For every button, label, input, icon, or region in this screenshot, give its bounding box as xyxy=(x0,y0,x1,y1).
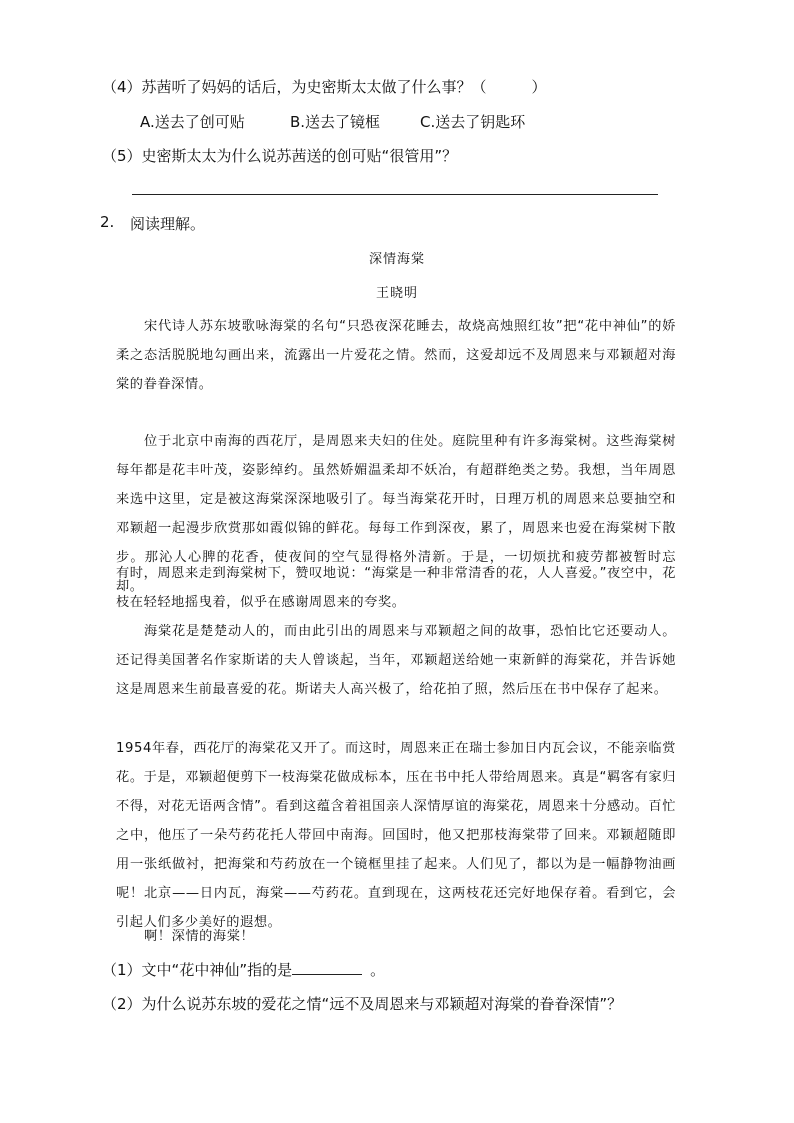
paragraph-6: 啊！深情的海棠！ xyxy=(144,929,255,944)
sub-question-2: （2）为什么说苏东坡的爱花之情“远不及周恩来与邓颖超对海棠的眷眷深情”？ xyxy=(102,995,623,1013)
sub-question-1-text: （1）文中“花中神仙”指的是 xyxy=(102,961,293,979)
question-4: （4）苏茜听了妈妈的话后，为史密斯太太做了什么事？（ ） xyxy=(102,78,547,96)
q4-option-a: A.送去了创可贴 xyxy=(140,113,245,131)
question-5: （5）史密斯太太为什么说苏茜送的创可贴“很管用”？ xyxy=(102,147,458,165)
paragraph-2: 位于北京中南海的西花厅，是周恩来夫妇的住处。庭院里种有许多海棠树。这些海棠树每年都是花丰叶茂，姿影绰约。虽然娇媚温柔却不妖冶，有超群绝类之势。我想，当年周恩来选中这里，定是被这海棠深深地吸引了。每当海棠花开时，日理万机的周恩来总要抽空和邓颖超一起漫步欣赏那如霞似锦的鲜花。每每工作到深夜，累了，周恩来也爱在海棠树下散步。那沁人心脾的花香，使夜间的空气显得格外清新。于是，一切烦扰和疲劳都被暂时忘却。 xyxy=(116,434,676,594)
q4-option-b: B.送去了镜框 xyxy=(290,113,381,131)
sub-question-1 xyxy=(102,959,385,980)
q4-option-c: C.送去了钥匙环 xyxy=(420,113,526,131)
paragraph-3: 有时，周恩来走到海棠树下，赞叹地说：“海棠是一种非常清香的花，人人喜爱。”夜空中，花枝在轻轻地摇曳着，似乎在感谢周恩来的夸奖。 xyxy=(116,566,676,610)
answer-blank[interactable] xyxy=(292,960,362,975)
paragraph-5: 1954年春，西花厅的海棠花又开了。而这时，周恩来正在瑞士参加日内瓦会议，不能亲临赏花。于是，邓颖超便剪下一枝海棠花做成标本，压在书中托人带给周恩来。真是“羁客有家归不得，对花无语两含情”。看到这蕴含着祖国亲人深情厚谊的海棠花，周恩来十分感动。百忙之中，他压了一朵芍药花托人带回中南海。回国时，他又把那枝海棠带了回来。邓颖超随即用一张纸做衬，把海棠和芍药放在一个镜框里挂了起来。人们见了，都以为是一幅静物油画呢！北京——日内瓦，海棠——芍药花。直到现在，这两枝花还完好地保存着。看到它，会引起人们多少美好的遐想。 xyxy=(116,741,676,930)
article-author: 王晓明 xyxy=(376,286,419,301)
paragraph-4: 海棠花是楚楚动人的，而由此引出的周恩来与邓颖超之间的故事，恐怕比它还要动人。还记得美国著名作家斯诺的夫人曾谈起，当年，邓颖超送给她一束新鲜的海棠花，并告诉她这是周恩来生前最喜爱的花。斯诺夫人高兴极了，给花拍了照，然后压在书中保存了起来。 xyxy=(116,624,676,697)
section-heading: 阅读理解。 xyxy=(130,215,206,233)
sub-question-1-end: 。 xyxy=(370,961,386,979)
section-number: 2. xyxy=(100,213,115,231)
paragraph-1: 宋代诗人苏东坡歌咏海棠的名句“只恐夜深花睡去，故烧高烛照红妆”把“花中神仙”的娇柔之态活脱脱地勾画出来，流露出一片爱花之情。然而，这爱却远不及周恩来与邓颖超对海棠的眷眷深情。 xyxy=(116,319,676,392)
answer-line xyxy=(132,194,658,195)
article-title: 深情海棠 xyxy=(369,252,426,267)
